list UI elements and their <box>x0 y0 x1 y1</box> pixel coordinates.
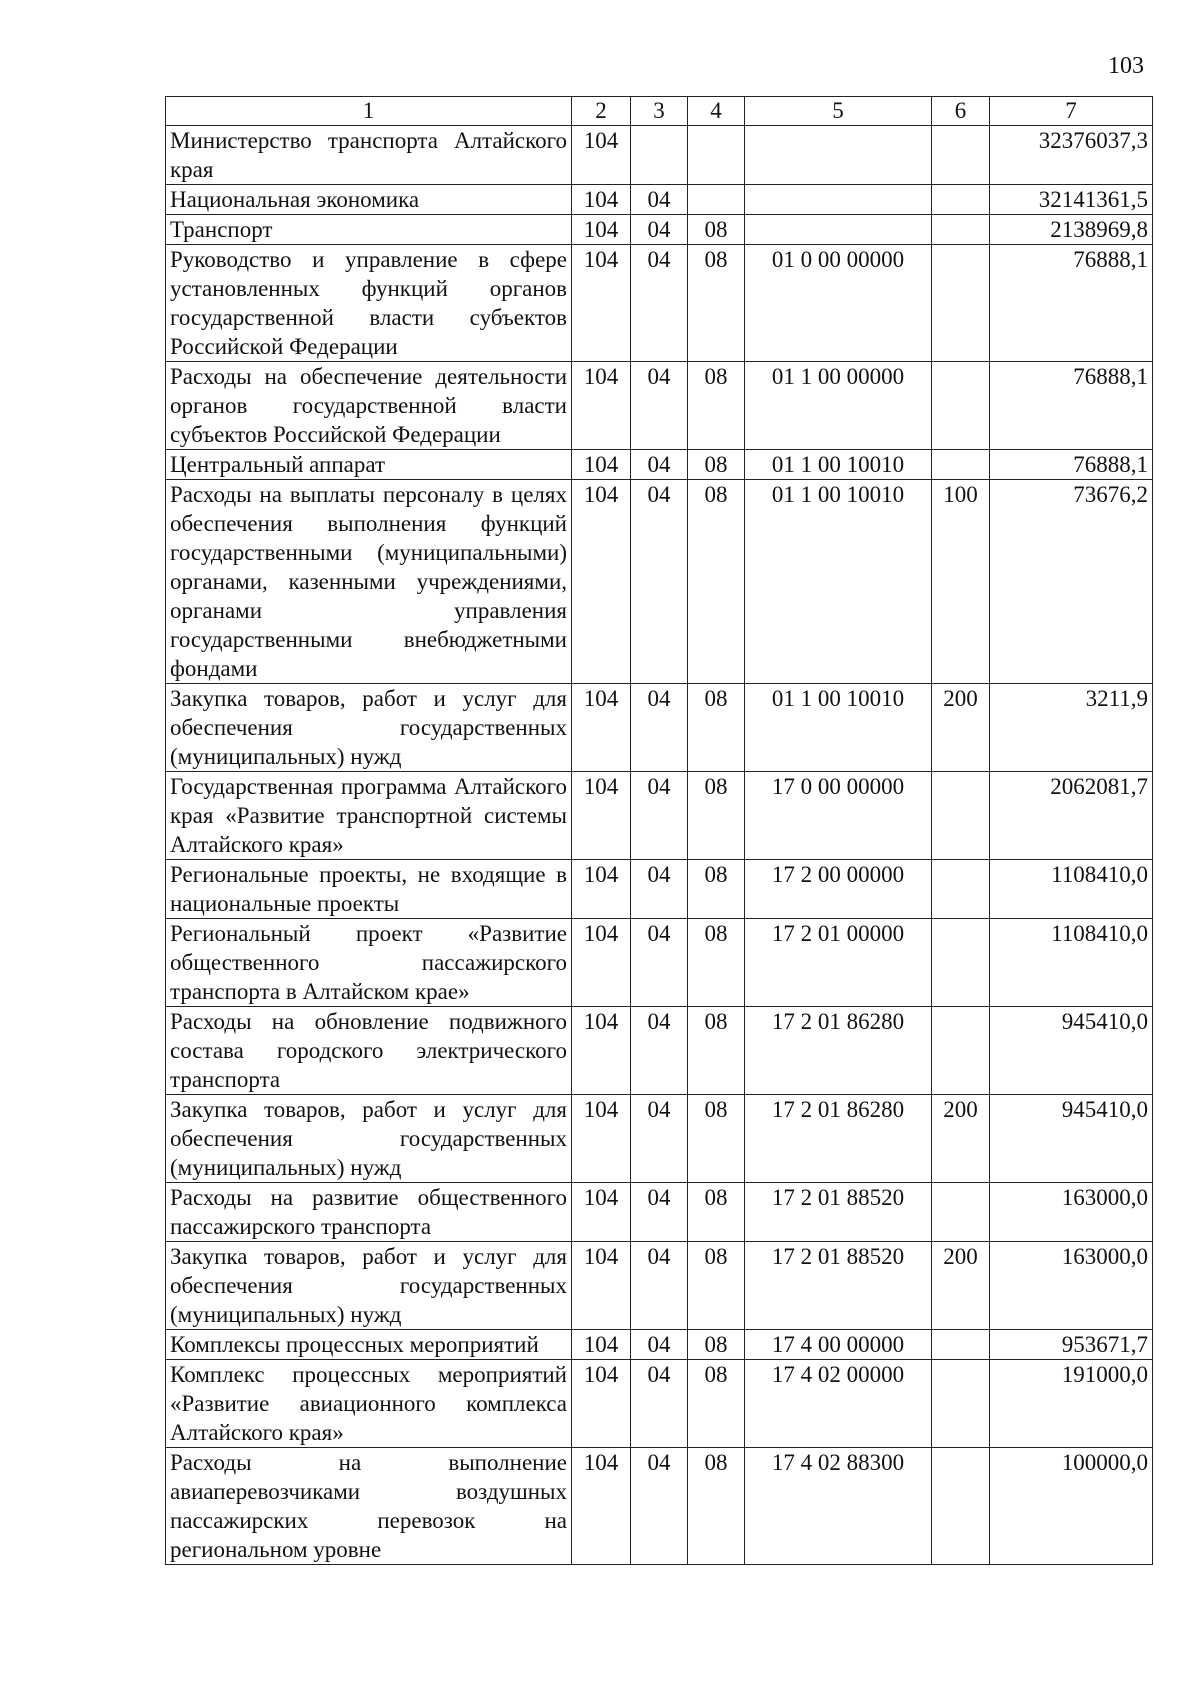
code-col-6 <box>932 1007 990 1095</box>
code-col-5: 17 0 00 00000 <box>745 772 932 860</box>
code-col-2: 104 <box>572 1007 631 1095</box>
code-col-2: 104 <box>572 185 631 215</box>
code-col-2: 104 <box>572 919 631 1007</box>
table-body <box>166 126 1153 1565</box>
code-col-3: 04 <box>631 245 688 362</box>
amount: 163000,0 <box>990 1183 1153 1242</box>
code-col-3: 04 <box>631 215 688 245</box>
row-name: Руководство и управление в сфере установленных функций органов государственной власти субъектов Российской Федерации <box>166 245 572 362</box>
code-col-4 <box>688 185 745 215</box>
code-col-3: 04 <box>631 450 688 480</box>
code-col-3: 04 <box>631 919 688 1007</box>
code-col-4: 08 <box>688 919 745 1007</box>
table-row <box>166 684 1153 772</box>
header-row <box>166 97 1153 126</box>
header-col-1: 1 <box>166 97 572 126</box>
amount: 76888,1 <box>990 450 1153 480</box>
code-col-4: 08 <box>688 245 745 362</box>
code-col-6 <box>932 185 990 215</box>
row-name: Региональные проекты, не входящие в национальные проекты <box>166 860 572 919</box>
code-col-2: 104 <box>572 215 631 245</box>
amount: 100000,0 <box>990 1448 1153 1565</box>
code-col-4: 08 <box>688 1242 745 1330</box>
code-col-3 <box>631 126 688 185</box>
code-col-5: 01 1 00 10010 <box>745 480 932 684</box>
amount: 953671,7 <box>990 1330 1153 1360</box>
amount: 73676,2 <box>990 480 1153 684</box>
code-col-6 <box>932 1183 990 1242</box>
table-header <box>166 97 1153 126</box>
header-col-7: 7 <box>990 97 1153 126</box>
code-col-2: 104 <box>572 1330 631 1360</box>
code-col-3: 04 <box>631 1095 688 1183</box>
code-col-5: 01 0 00 00000 <box>745 245 932 362</box>
code-col-2: 104 <box>572 1360 631 1448</box>
row-name: Транспорт <box>166 215 572 245</box>
table-row <box>166 126 1153 185</box>
code-col-3: 04 <box>631 480 688 684</box>
code-col-2: 104 <box>572 1242 631 1330</box>
code-col-3: 04 <box>631 185 688 215</box>
row-name: Центральный аппарат <box>166 450 572 480</box>
code-col-4: 08 <box>688 450 745 480</box>
code-col-2: 104 <box>572 245 631 362</box>
amount: 945410,0 <box>990 1095 1153 1183</box>
code-col-3: 04 <box>631 1242 688 1330</box>
code-col-6 <box>932 1448 990 1565</box>
header-col-5: 5 <box>745 97 932 126</box>
code-col-3: 04 <box>631 1330 688 1360</box>
amount: 76888,1 <box>990 362 1153 450</box>
code-col-3: 04 <box>631 860 688 919</box>
code-col-3: 04 <box>631 362 688 450</box>
table-row <box>166 772 1153 860</box>
row-name: Расходы на выполнение авиаперевозчиками воздушных пассажирских перевозок на региональном уровне <box>166 1448 572 1565</box>
budget-table <box>165 96 1153 1565</box>
code-col-2: 104 <box>572 126 631 185</box>
code-col-4: 08 <box>688 1095 745 1183</box>
code-col-4: 08 <box>688 772 745 860</box>
amount: 3211,9 <box>990 684 1153 772</box>
code-col-4: 08 <box>688 480 745 684</box>
code-col-2: 104 <box>572 362 631 450</box>
code-col-6: 200 <box>932 1242 990 1330</box>
table-row <box>166 1007 1153 1095</box>
code-col-6 <box>932 245 990 362</box>
table-row <box>166 480 1153 684</box>
code-col-4: 08 <box>688 362 745 450</box>
code-col-2: 104 <box>572 1183 631 1242</box>
code-col-2: 104 <box>572 860 631 919</box>
code-col-5: 17 4 02 88300 <box>745 1448 932 1565</box>
row-name: Расходы на выплаты персоналу в целях обеспечения выполнения функций государственными (муниципальными) органами, казенными учреждениями, органами управления государственными внебюджетными фондами <box>166 480 572 684</box>
code-col-4: 08 <box>688 1360 745 1448</box>
table-row <box>166 185 1153 215</box>
table-row <box>166 919 1153 1007</box>
code-col-4: 08 <box>688 860 745 919</box>
code-col-5: 17 2 01 00000 <box>745 919 932 1007</box>
header-col-6: 6 <box>932 97 990 126</box>
code-col-6 <box>932 126 990 185</box>
amount: 76888,1 <box>990 245 1153 362</box>
row-name: Национальная экономика <box>166 185 572 215</box>
code-col-4: 08 <box>688 1183 745 1242</box>
amount: 2138969,8 <box>990 215 1153 245</box>
table-row <box>166 1360 1153 1448</box>
header-col-2: 2 <box>572 97 631 126</box>
code-col-2: 104 <box>572 480 631 684</box>
code-col-3: 04 <box>631 1448 688 1565</box>
code-col-6 <box>932 772 990 860</box>
amount: 163000,0 <box>990 1242 1153 1330</box>
row-name: Закупка товаров, работ и услуг для обеспечения государственных (муниципальных) нужд <box>166 684 572 772</box>
code-col-2: 104 <box>572 1448 631 1565</box>
table-row <box>166 450 1153 480</box>
table-row <box>166 860 1153 919</box>
code-col-5: 17 2 01 88520 <box>745 1183 932 1242</box>
code-col-6: 200 <box>932 684 990 772</box>
table-row <box>166 1183 1153 1242</box>
table-row <box>166 1242 1153 1330</box>
code-col-5: 01 1 00 00000 <box>745 362 932 450</box>
code-col-6 <box>932 362 990 450</box>
table-row <box>166 1448 1153 1565</box>
code-col-4: 08 <box>688 1448 745 1565</box>
amount: 1108410,0 <box>990 860 1153 919</box>
code-col-5 <box>745 215 932 245</box>
code-col-6: 200 <box>932 1095 990 1183</box>
code-col-6 <box>932 215 990 245</box>
table-row <box>166 1095 1153 1183</box>
amount: 1108410,0 <box>990 919 1153 1007</box>
row-name: Расходы на обеспечение деятельности органов государственной власти субъектов Российской Федерации <box>166 362 572 450</box>
page-number: 103 <box>1108 53 1144 79</box>
code-col-6 <box>932 919 990 1007</box>
code-col-6: 100 <box>932 480 990 684</box>
header-col-3: 3 <box>631 97 688 126</box>
code-col-5 <box>745 185 932 215</box>
code-col-4: 08 <box>688 215 745 245</box>
code-col-3: 04 <box>631 684 688 772</box>
code-col-5: 17 2 01 86280 <box>745 1095 932 1183</box>
code-col-5: 17 4 02 00000 <box>745 1360 932 1448</box>
code-col-5: 01 1 00 10010 <box>745 450 932 480</box>
code-col-6 <box>932 860 990 919</box>
row-name: Региональный проект «Развитие общественного пассажирского транспорта в Алтайском крае» <box>166 919 572 1007</box>
code-col-4 <box>688 126 745 185</box>
code-col-5: 17 2 01 88520 <box>745 1242 932 1330</box>
code-col-4: 08 <box>688 684 745 772</box>
table-row <box>166 215 1153 245</box>
code-col-5: 17 4 00 00000 <box>745 1330 932 1360</box>
row-name: Комплекс процессных мероприятий «Развитие авиационного комплекса Алтайского края» <box>166 1360 572 1448</box>
code-col-5: 17 2 00 00000 <box>745 860 932 919</box>
row-name: Закупка товаров, работ и услуг для обеспечения государственных (муниципальных) нужд <box>166 1242 572 1330</box>
code-col-6 <box>932 450 990 480</box>
code-col-3: 04 <box>631 1360 688 1448</box>
code-col-2: 104 <box>572 684 631 772</box>
amount: 32376037,3 <box>990 126 1153 185</box>
code-col-6 <box>932 1360 990 1448</box>
amount: 2062081,7 <box>990 772 1153 860</box>
row-name: Министерство транспорта Алтайского края <box>166 126 572 185</box>
table-row <box>166 1330 1153 1360</box>
code-col-2: 104 <box>572 1095 631 1183</box>
code-col-3: 04 <box>631 772 688 860</box>
code-col-3: 04 <box>631 1007 688 1095</box>
row-name: Расходы на обновление подвижного состава городского электрического транспорта <box>166 1007 572 1095</box>
amount: 191000,0 <box>990 1360 1153 1448</box>
row-name: Закупка товаров, работ и услуг для обеспечения государственных (муниципальных) нужд <box>166 1095 572 1183</box>
code-col-2: 104 <box>572 450 631 480</box>
header-col-4: 4 <box>688 97 745 126</box>
row-name: Государственная программа Алтайского края «Развитие транспортной системы Алтайского края» <box>166 772 572 860</box>
amount: 945410,0 <box>990 1007 1153 1095</box>
row-name: Комплексы процессных мероприятий <box>166 1330 572 1360</box>
amount: 32141361,5 <box>990 185 1153 215</box>
code-col-5 <box>745 126 932 185</box>
code-col-2: 104 <box>572 772 631 860</box>
code-col-6 <box>932 1330 990 1360</box>
code-col-3: 04 <box>631 1183 688 1242</box>
code-col-5: 17 2 01 86280 <box>745 1007 932 1095</box>
code-col-4: 08 <box>688 1007 745 1095</box>
table-row <box>166 245 1153 362</box>
code-col-5: 01 1 00 10010 <box>745 684 932 772</box>
table-row <box>166 362 1153 450</box>
row-name: Расходы на развитие общественного пассажирского транспорта <box>166 1183 572 1242</box>
code-col-4: 08 <box>688 1330 745 1360</box>
